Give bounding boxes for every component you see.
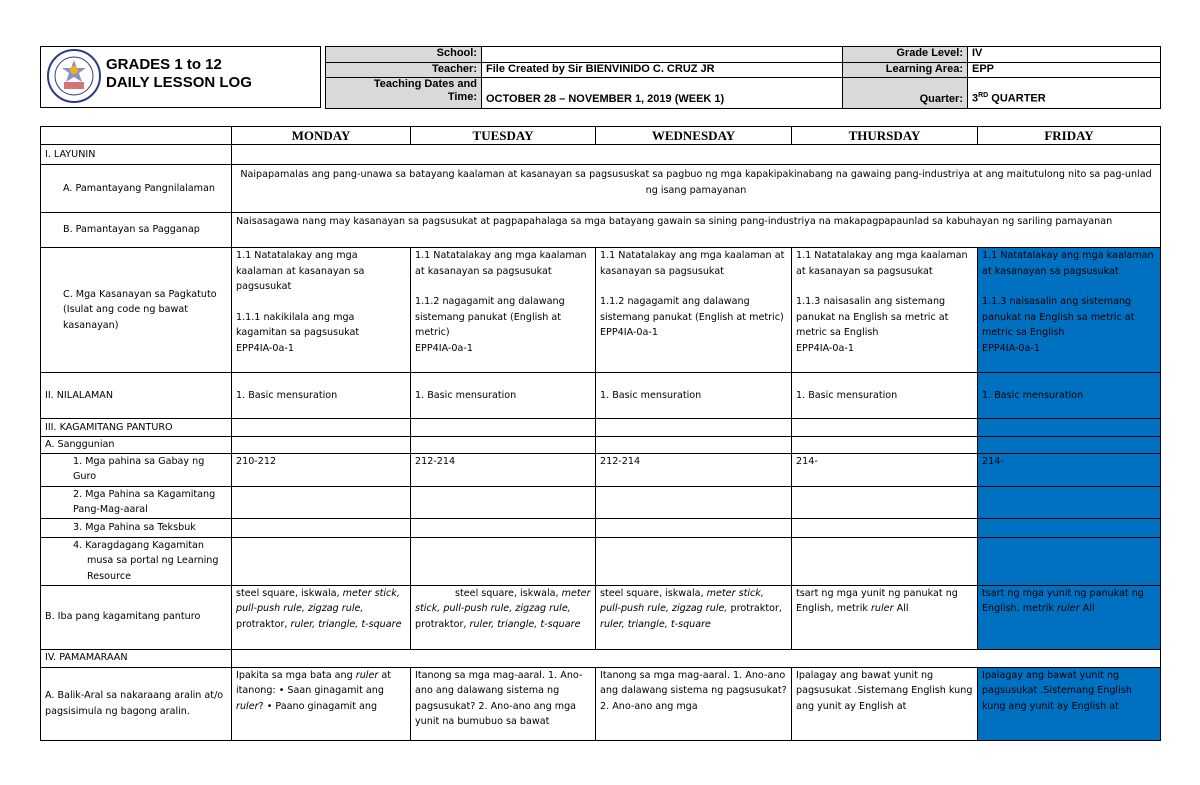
kagamitan-friday [978,419,1161,437]
iba-friday-a: tsart ng mga yunit ng panukat ng English, metrik [982,587,1144,614]
grade-label: Grade Level: [843,47,968,63]
iba-wednesday-a: steel square, iskwala, [600,587,704,599]
iba-tuesday [411,585,596,649]
pamamaraan-row [41,649,1161,667]
gabay-friday: 214- [978,453,1161,486]
day-friday: FRIDAY [978,127,1161,145]
balik-monday-ruler-2: ruler [236,700,259,712]
kasanayan-friday-subobjective: 1.1.3 naisasalin ang sistemang panukat na English sa metric at metric sa English [982,296,1135,338]
nilalaman-monday: 1. Basic mensuration [232,373,411,419]
karag-tuesday [411,537,596,585]
teacher-label: Teacher: [326,63,482,78]
area-label: Learning Area: [843,63,968,78]
sanggunian-wednesday [596,437,792,454]
nilalaman-row [41,373,1161,419]
nilalaman-label: II. NILALAMAN [41,373,232,419]
pang-thursday [792,486,978,518]
sanggunian-tuesday [411,437,596,454]
kasanayan-monday-subobjective: 1.1.1 nakikilala ang mga kagamitan sa pagsusukat [236,311,360,338]
day-header-row [41,127,1161,145]
sanggunian-friday [978,437,1161,454]
quarter-word: QUARTER [988,93,1046,105]
lesson-log-table [40,126,1161,741]
dates-label-line-1: Teaching Dates and [373,78,477,90]
layunin-row [41,145,1161,165]
kasanayan-monday [232,248,411,373]
teacher-value: File Created by Sir BIENVINIDO C. CRUZ JR [482,63,843,78]
kagamitan-label: III. KAGAMITANG PANTURO [41,419,232,437]
kasanayan-tuesday [411,248,596,373]
kasanayan-friday-objective: 1.1 Natatalakay ang mga kaalaman at kasanayan sa pagsusukat [982,250,1154,277]
karag-friday [978,537,1161,585]
layunin-blank [232,145,1161,165]
karag-thursday [792,537,978,585]
iba-friday-b: All [1082,603,1095,614]
day-thursday: THURSDAY [792,127,978,145]
iba-monday [232,585,411,649]
teksbuk-monday [232,518,411,537]
sanggunian-row [41,437,1161,454]
iba-tuesday-d: ruler, triangle, t-square [469,618,581,630]
balik-tuesday: Itanong sa mga mag-aaral. 1. Ano-ano ang dalawang sistema ng pagsusukat? 2. Ano-ano ang mga yunit na bumubuo sa bawat [411,667,596,740]
kagamitan-tuesday [411,419,596,437]
quarter-number: 3 [972,93,979,105]
balik-monday-ruler: ruler [355,669,379,681]
kasanayan-wednesday-objective: 1.1 Natatalakay ang mga kaalaman at kasanayan sa pagsusukat [600,250,785,277]
gabay-label: 1. Mga pahina sa Gabay ng Guro [41,453,232,486]
pagganap-label: B. Pamantayan sa Pagganap [41,213,232,248]
kasanayan-friday-code: EPP4IA-0a-1 [982,342,1040,354]
iba-monday-c: protraktor, [236,618,288,630]
kagamitan-monday [232,419,411,437]
iba-friday-ruler: ruler [1056,603,1080,614]
nilalaman-thursday: 1. Basic mensuration [792,373,978,419]
pang-mag-aaral-row [41,486,1161,518]
grade-value: IV [968,47,1161,63]
sanggunian-monday [232,437,411,454]
balik-aral-label: A. Balik-Aral sa nakaraang aralin at/o pagsisimula ng bagong aralin. [41,667,232,740]
sanggunian-thursday [792,437,978,454]
iba-tuesday-b: meter stick, pull-push rule, zigzag rule, [415,587,591,614]
iba-monday-d: ruler, triangle, t-square [290,618,402,630]
gabay-wednesday: 212-214 [596,453,792,486]
iba-tuesday-c: protraktor, [415,618,467,630]
kasanayan-tuesday-objective: 1.1 Natatalakay ang mga kaalaman at kasanayan sa pagsusukat [415,250,587,277]
karag-wednesday [596,537,792,585]
gabay-tuesday: 212-214 [411,453,596,486]
balik-monday [232,667,411,740]
kasanayan-thursday-subobjective: 1.1.3 naisasalin ang sistemang panukat na English sa metric at metric sa English [796,296,949,338]
kasanayan-thursday-code: EPP4IA-0a-1 [796,342,854,354]
pang-monday [232,486,411,518]
balik-monday-c: ? • Paano ginagamit ang [258,700,378,712]
iba-wednesday-c: protraktor, [730,603,782,614]
kagamitan-thursday [792,419,978,437]
teksbuk-row [41,518,1161,537]
karagdagang-row [41,537,1161,585]
iba-tuesday-a: steel square, iskwala, [455,587,559,599]
kasanayan-friday [978,248,1161,373]
layunin-label: I. LAYUNIN [41,145,232,165]
balik-monday-b: at itanong: • Saan ginagamit ang [236,669,392,696]
quarter-suffix: RD [978,92,989,100]
kasanayan-thursday-objective: 1.1 Natatalakay ang mga kaalaman at kasanayan sa pagsusukat [796,250,968,277]
school-label: School: [326,47,482,63]
iba-thursday-a: tsart ng mga yunit ng panukat ng English, metrik [796,587,958,614]
pang-tuesday [411,486,596,518]
balik-wednesday: Itanong sa mga mag-aaral. 1. Ano-ano ang dalawang sistema ng pagsusukat? 2. Ano-ano ang mga [596,667,792,740]
kagamitan-row [41,419,1161,437]
teksbuk-thursday [792,518,978,537]
kasanayan-row [41,248,1161,373]
balik-thursday: Ipalagay ang bawat yunit ng pagsusukat .Sistemang English kung ang yunit ay English at [792,667,978,740]
balik-aral-row [41,667,1161,740]
kasanayan-wednesday-subobjective: 1.1.2 nagagamit ang dalawang sistemang panukat (English at metric) [600,296,784,323]
day-monday: MONDAY [232,127,411,145]
kasanayan-wednesday-code: EPP4IA-0a-1 [600,327,658,338]
nilalaman-friday: 1. Basic mensuration [978,373,1161,419]
gabay-monday: 210-212 [232,453,411,486]
iba-monday-a: steel square, iskwala, [236,587,340,599]
pang-wednesday [596,486,792,518]
quarter-label: Quarter: [843,78,968,109]
teksbuk-friday [978,518,1161,537]
kagamitan-wednesday [596,419,792,437]
dates-value: OCTOBER 28 – NOVEMBER 1, 2019 (WEEK 1) [482,78,843,109]
pamamaraan-label: IV. PAMAMARAAN [41,649,232,667]
pamantayang-text: Naipapamalas ang pang-unawa sa batayang kaalaman at kasanayan sa pagsususkat sa pagbuo ng mga kapakipakinabang na gawaing pang-industriya at ang maitutulong nito sa pag-unlad ng isang pamayanan [232,165,1161,213]
sanggunian-label: A. Sanggunian [41,437,232,454]
title-line-2: DAILY LESSON LOG [106,74,252,91]
kasanayan-monday-code: EPP4IA-0a-1 [236,342,294,354]
kasanayan-wednesday [596,248,792,373]
deped-seal-icon [46,48,102,104]
pang-friday [978,486,1161,518]
day-tuesday: TUESDAY [411,127,596,145]
kasanayan-thursday [792,248,978,373]
iba-wednesday-b: meter stick, pull-push rule, zigzag rule, [600,587,764,614]
day-wednesday: WEDNESDAY [596,127,792,145]
dates-label [326,78,482,109]
pamantayang-label: A. Pamantayang Pangnilalaman [41,165,232,213]
title-line-1: GRADES 1 to 12 [106,56,222,73]
iba-wednesday-d: ruler, triangle, t-square [600,618,711,630]
teksbuk-wednesday [596,518,792,537]
balik-monday-a: Ipakita sa mga bata ang [236,669,353,681]
teksbuk-tuesday [411,518,596,537]
nilalaman-wednesday: 1. Basic mensuration [596,373,792,419]
gabay-row [41,453,1161,486]
balik-friday: Ipalagay ang bawat yunit ng pagsusukat .Sistemang English kung ang yunit ay English at [978,667,1161,740]
document-title [106,56,252,92]
kasanayan-tuesday-subobjective: 1.1.2 nagagamit ang dalawang sistemang panukat (English at metric) [415,296,565,338]
iba-friday [978,585,1161,649]
iba-pang-label: B. Iba pang kagamitang panturo [41,585,232,649]
header-blank [41,127,232,145]
quarter-value [968,78,1161,109]
kasanayan-tuesday-code: EPP4IA-0a-1 [415,342,473,354]
pang-mag-aaral-label: 2. Mga Pahina sa Kagamitang Pang-Mag-aaral [41,486,232,518]
iba-wednesday [596,585,792,649]
pamantayang-row [41,165,1161,213]
pamamaraan-blank [232,649,1161,667]
iba-monday-b: meter stick, pull-push rule, zigzag rule, [236,587,400,614]
iba-thursday-ruler: ruler [870,603,894,614]
pagganap-text: Naisasagawa nang may kasanayan sa pagsusukat at pagpapahalaga sa mga batayang gawain sa sining pang-industriya na makapagpapaunlad sa kabuhayan ng sariling pamayanan [232,213,1161,248]
kasanayan-monday-objective: 1.1 Natatalakay ang mga kaalaman at kasanayan sa pagsusukat [236,250,365,292]
iba-thursday-b: All [896,603,909,614]
iba-pang-row [41,585,1161,649]
pagganap-row [41,213,1161,248]
gabay-thursday: 214- [792,453,978,486]
dates-label-line-2: Time: [447,91,477,103]
iba-thursday [792,585,978,649]
area-value: EPP [968,63,1161,78]
info-table [325,46,1161,109]
school-value [482,47,843,63]
karag-monday [232,537,411,585]
teksbuk-label: 3. Mga Pahina sa Teksbuk [41,518,232,537]
kasanayan-label: C. Mga Kasanayan sa Pagkatuto (Isulat ang code ng bawat kasanayan) [41,248,232,373]
karagdagang-label: 4. Karagdagang Kagamitan musa sa portal ng Learning Resource [41,537,232,585]
nilalaman-tuesday: 1. Basic mensuration [411,373,596,419]
